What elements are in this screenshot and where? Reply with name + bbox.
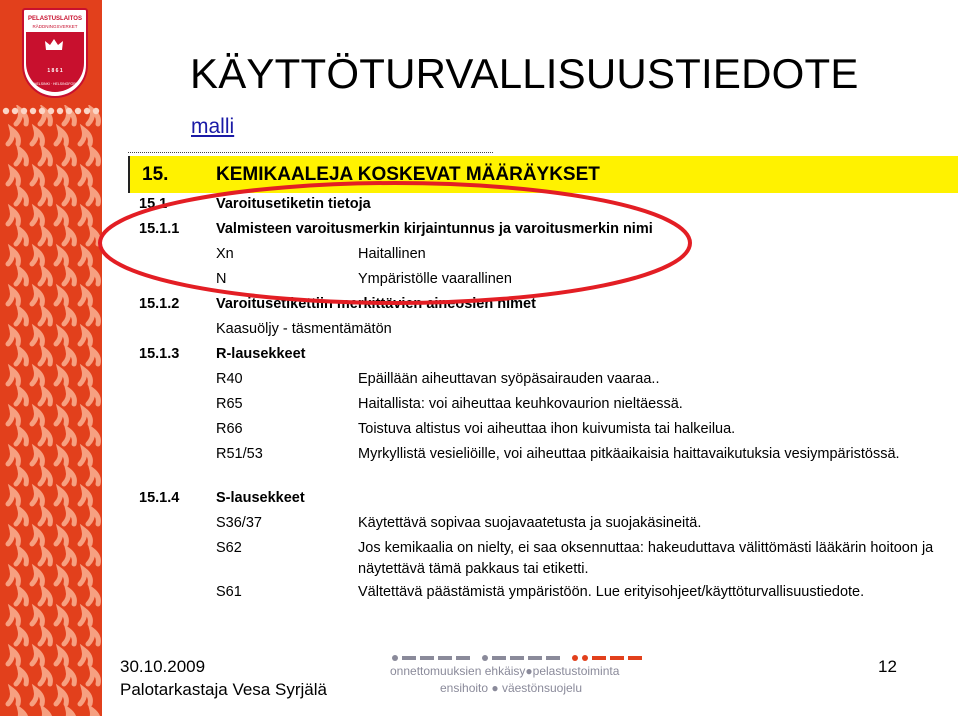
fire-department-logo	[22, 8, 88, 98]
s-phrase-text: Käytettävä sopivaa suojavaatetusta ja suojakäsineitä.	[358, 515, 702, 531]
r-phrase-text: Epäillään aiheuttavan syöpäsairauden vaaraa..	[358, 371, 660, 387]
r-phrase-code: R66	[216, 421, 243, 437]
section-number: 15.	[142, 164, 169, 185]
divider	[128, 152, 493, 155]
r-phrase-text: Haitallista: voi aiheuttaa keuhkovaurion nieltäessä.	[358, 396, 683, 412]
highlight-ellipse	[95, 178, 695, 308]
s-phrase-text: Vältettävä päästämistä ympäristöön. Lue erityisohjeet/käyttöturvallisuustiedote.	[358, 584, 865, 600]
page-number: 12	[878, 657, 897, 676]
subtitle-link[interactable]: malli	[191, 115, 235, 138]
logo-city: HELSINKI · HELSINGFORS	[33, 82, 79, 86]
hazard-symbol-code: N	[216, 271, 227, 287]
s-phrase-code: S61	[216, 584, 242, 600]
r-phrase-code: R65	[216, 396, 243, 412]
s-phrase-text: Jos kemikaalia on nielty, ei saa oksennuttaa: hakeuduttava välittömästi lääkärin hoitoon ja näytettävä tämä pakkaus tai etiketti.	[358, 540, 934, 577]
s-phrase-code: S36/37	[216, 515, 262, 531]
flame-decoration	[0, 0, 102, 716]
hazard-symbol-name: Haitallinen	[358, 246, 426, 262]
r-phrase-code: R51/53	[216, 446, 263, 462]
subsection-number: 15.1.3	[139, 346, 180, 362]
footer-dots-decoration	[390, 653, 650, 663]
section-heading: KEMIKAALEJA KOSKEVAT MÄÄRÄYKSET	[216, 164, 600, 185]
logo-title: PELASTUSLAITOS	[28, 16, 82, 22]
logo-subtitle: RÄDDNINGSVERKET	[32, 24, 78, 29]
page-title: KÄYTTÖTURVALLISUUSTIEDOTE	[190, 50, 859, 97]
footer-author: Palotarkastaja Vesa Syrjälä	[120, 680, 327, 699]
s-phrase-code: S62	[216, 540, 242, 556]
subsection-number: 15.1.1	[139, 221, 180, 237]
footer-tagline: onnettomuuksien ehkäisy●pelastustoiminta	[390, 664, 620, 678]
hazard-symbol-name: Ympäristölle vaarallinen	[358, 271, 512, 287]
subsection-number: 15.1	[139, 196, 168, 212]
r-phrase-text: Myrkyllistä vesieliöille, voi aiheuttaa pitkäaikaisia haittavaikutuksia vesiympäristössä.	[358, 446, 900, 462]
r-phrase-code: R40	[216, 371, 243, 387]
subsection-label: S-lausekkeet	[216, 490, 305, 506]
subsection-label: Varoitusetiketin tietoja	[216, 196, 371, 212]
subsection-label: Valmisteen varoitusmerkin kirjaintunnus ja varoitusmerkin nimi	[216, 221, 653, 237]
crown-icon	[44, 38, 64, 52]
footer-date: 30.10.2009	[120, 657, 206, 676]
subsection-number: 15.1.4	[139, 490, 180, 506]
hazard-symbol-code: Xn	[216, 246, 234, 262]
r-phrase-text: Toistuva altistus voi aiheuttaa ihon kuivumista tai halkeilua.	[358, 421, 736, 437]
subsection-number: 15.1.2	[139, 296, 180, 312]
ingredient-name: Kaasuöljy - täsmentämätön	[216, 321, 392, 337]
footer-tagline: ensihoito ● väestönsuojelu	[440, 681, 583, 695]
logo-year: 1 8 6 1	[47, 68, 63, 74]
subsection-label: Varoitusetikettiin merkittävien aineosien nimet	[216, 296, 536, 312]
subsection-label: R-lausekkeet	[216, 346, 306, 362]
